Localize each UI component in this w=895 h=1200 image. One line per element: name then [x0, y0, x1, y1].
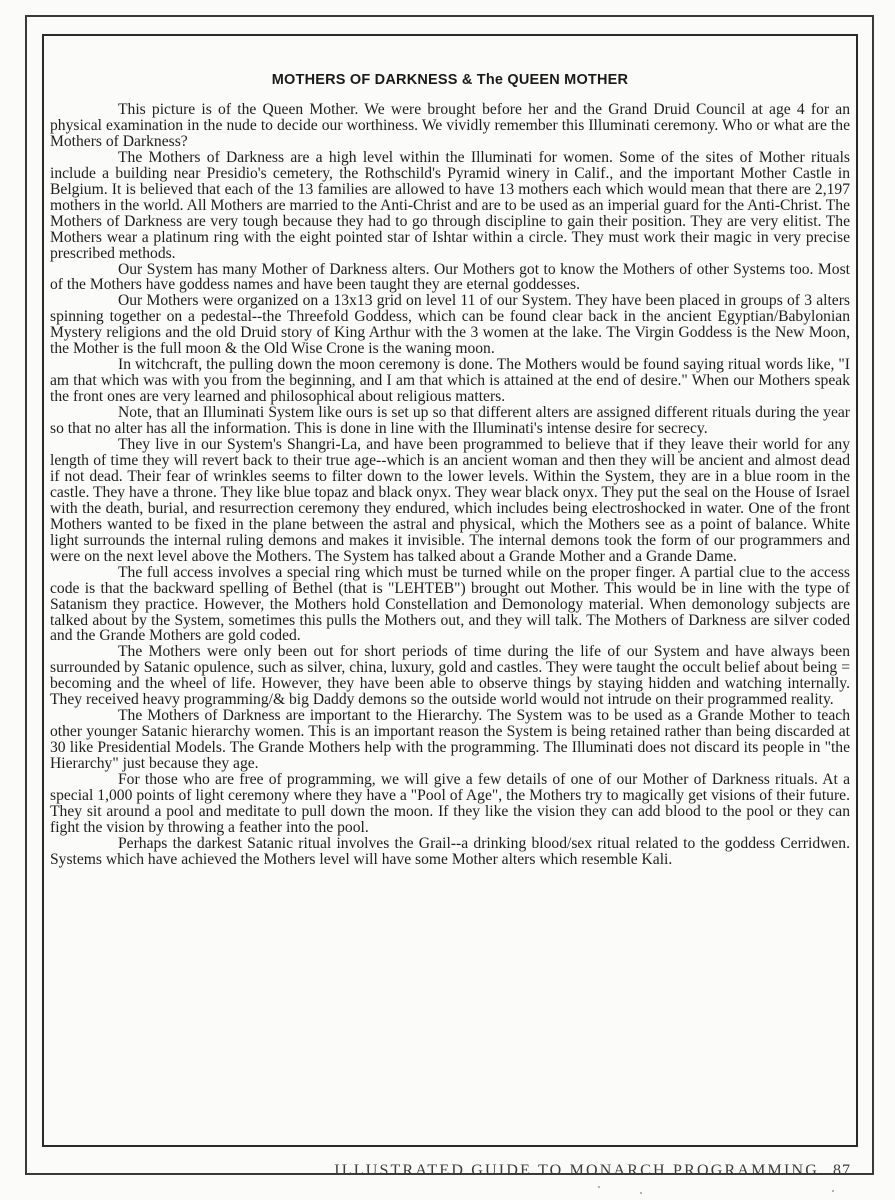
- page-title: MOTHERS OF DARKNESS & The QUEEN MOTHER: [271, 72, 629, 88]
- paragraph: Note, that an Illuminati System like ours is set up so that different alters are assigned different rituals during the year so that no alter has all the information. This is done in line with the Illuminati's intense desire for secrecy.: [50, 404, 850, 438]
- scan-speck: [832, 1190, 834, 1192]
- paragraph: In witchcraft, the pulling down the moon ceremony is done. The Mothers would be found saying ritual words like, "I am that which was with you from the beginning, and I am that which is attained at the end of desire." When our Mothers speak the front ones are very learned and philosophical about religious matters.: [50, 356, 850, 406]
- paragraph: The Mothers of Darkness are a high level within the Illuminati for women. Some of the sites of Mother rituals include a building near Presidio's cemetery, the Rothschild's Pyramid winery in Calif., and the important Mother Castle in Belgium. It is believed that each of the 13 families are allowed to have 13 mothers each which would mean that there are 2,197 mothers in the world. All Mothers are married to the Anti-Christ and are to be used as an imperial guard for the Anti-Christ. The Mothers of Darkness are very tough because they had to go through discipline to gain their position. They are very elitist. The Mothers wear a platinum ring with the eight pointed star of Ishtar within a circle. They must work their magic in very precise prescribed methods.: [50, 148, 850, 262]
- inner-page-border: [42, 34, 858, 1147]
- paragraph: This picture is of the Queen Mother. We were brought before her and the Grand Druid Council at age 4 for an physical examination in the nude to decide our worthiness. We vividly remember this Illuminati ceremony. Who or what are the Mothers of Darkness?: [50, 101, 850, 150]
- scan-speck: [640, 1192, 642, 1194]
- paragraph: Our Mothers were organized on a 13x13 grid on level 11 of our System. They have been placed in groups of 3 alters spinning together on a pedestal--the Threefold Goddess, which can be found clear back in the ancient Egyptian/Babylonian Mystery religions and the old Druid story of King Arthur with the 3 women at the lake. The Virgin Goddess is the New Moon, the Mother is the full moon & the Old Wise Crone is the waning moon.: [50, 292, 850, 358]
- book-title: ILLUSTRATED GUIDE TO MONARCH PROGRAMMING: [334, 1162, 819, 1179]
- running-footer: [334, 1162, 851, 1180]
- scan-speck: [598, 1186, 600, 1188]
- paragraph: Our System has many Mother of Darkness alters. Our Mothers got to know the Mothers of other Systems too. Most of the Mothers have goddess names and have been taught they are eternal goddesses.: [50, 260, 850, 294]
- paragraph: The full access involves a special ring which must be turned while on the proper finger. A partial clue to the access code is that the backward spelling of Bethel (that is "LEHTEB") brought out Mother. This would be in line with the type of Satanism they practice. However, the Mothers hold Constellation and Demonology material. When demonology subjects are talked about by the System, sometimes this pulls the Mothers out, and they will talk. The Mothers of Darkness are silver coded and the Grande Mothers are gold coded.: [50, 563, 850, 645]
- page-number: 87: [833, 1162, 851, 1179]
- paragraph: They live in our System's Shangri-La, and have been programmed to believe that if they leave their world for any length of time they will revert back to their true age--which is an ancient woman and then they will be ancient and almost dead if not dead. Their fear of wrinkles seems to filter down to the lower levels. Within the System, they are in a blue room in the castle. They have a throne. They like blue topaz and black onyx. They wear black onyx. They put the seal on the House of Israel with the death, burial, and resurrection ceremony they endured, which includes being electroshocked in water. One of the front Mothers wanted to be fixed in the plane between the astral and physical, which the Mothers see as a point of balance. White light surrounds the internal ruling demons and makes it invisible. The internal demons took the form of our programmers and were on the next level above the Mothers. The System has talked about a Grande Mother and a Grande Dame.: [50, 436, 850, 565]
- paragraph: For those who are free of programming, we will give a few details of one of our Mother of Darkness rituals. At a special 1,000 points of light ceremony where they have a "Pool of Age", the Mothers try to magically get visions of their future. They sit around a pool and meditate to pull down the moon. If they like the vision they can add blood to the pool or they can fight the vision by throwing a feather into the pool.: [50, 771, 850, 836]
- article-body: [50, 102, 850, 868]
- paragraph: Perhaps the darkest Satanic ritual involves the Grail--a drinking blood/sex ritual related to the goddess Cerridwen. Systems which have achieved the Mothers level will have some Mother alters which resemble Kali.: [50, 834, 850, 868]
- paragraph: The Mothers were only been out for short periods of time during the life of our System and have always been surrounded by Satanic opulence, such as silver, china, luxury, gold and castles. They were taught the occult belief about being = becoming and the wheel of life. However, they have been able to observe things by staying hidden and watching internally. They received heavy programming/& big Daddy demons so the outside world would not intrude on their programmed reality.: [50, 643, 850, 709]
- paragraph: The Mothers of Darkness are important to the Hierarchy. The System was to be used as a Grande Mother to teach other younger Satanic hierarchy women. This is an important reason the System is being retained rather than being discarded at 30 like Presidential Models. The Grande Mothers help with the programming. The Illuminati does not discard its people in "the Hierarchy" just because they age.: [50, 707, 850, 773]
